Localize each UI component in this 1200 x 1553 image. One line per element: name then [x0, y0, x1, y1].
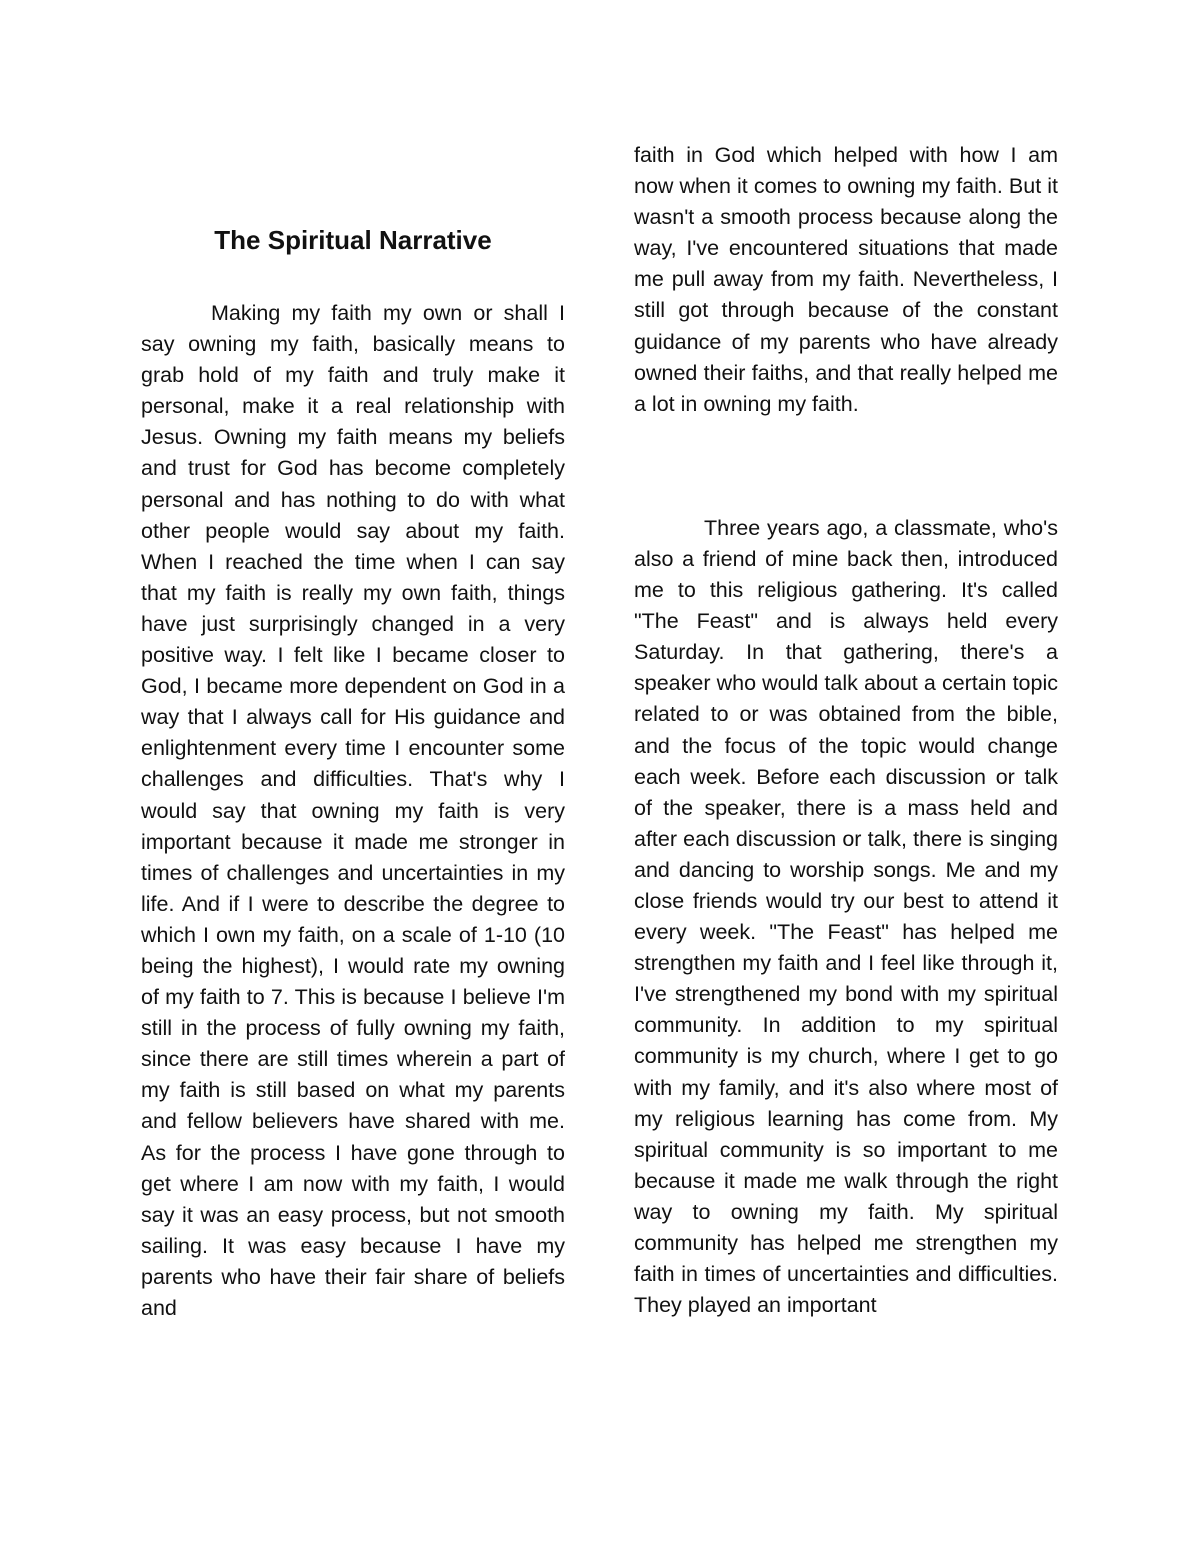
- paragraph-owning-faith: Making my faith my own or shall I say owning my faith, basically means to grab hold of my faith and truly make it personal, make it a real relationship with Jesus. Owning my faith means my beliefs and trust for God has become completely personal and has nothing to do with what other people would say about my faith. When I reached the time when I can say that my faith is really my own faith, things have just surprisingly changed in a very positive way. I felt like I became closer to God, I became more dependent on God in a way that I always call for His guidance and enlightenment every time I encounter some challenges and difficulties. That's why I would say that owning my faith is very important because it made me stronger in times of challenges and uncertainties in my life. And if I were to describe the degree to which I own my faith, on a scale of 1-10 (10 being the highest), I would rate my owning of my faith to 7. This is because I believe I'm still in the process of fully owning my faith, since there are still times wherein a part of my faith is still based on what my parents and fellow believers have shared with me. As for the process I have gone through to get where I am now with my faith, I would say it was an easy process, but not smooth sailing. It was easy because I have my parents who have their fair share of beliefs and: [141, 301, 565, 1320]
- paragraph-spiritual-community: Three years ago, a classmate, who's also a friend of mine back then, introduced me to this religious gathering. It's called "The Feast" and is always held every Saturday. In that gathering, there's a speaker who would talk about a certain topic related to or was obtained from the bible, and the focus of the topic would change each week. Before each discussion or talk of the speaker, there is a mass held and after each discussion or talk, there is singing and dancing to worship songs. Me and my close friends would try our best to attend it every week. "The Feast" has helped me strengthen my faith and I feel like through it, I've strengthened my bond with my spiritual community. In addition to my spiritual community is my church, where I get to go with my family, and it's also where most of my religious learning has come from. My spiritual community is so important to me because it made me walk through the right way to owning my faith. My spiritual community has helped me strengthen my faith in times of uncertainties and difficulties. They played an important: [634, 515, 1058, 1318]
- paragraph-owning-faith-continued: faith in God which helped with how I am now when it comes to owning my faith. But it wasn't a smooth process because along the way, I've encountered situations that made me pull away from my faith. Nevertheless, I still got through because of the constant guidance of my parents who have already owned their faiths, and that really helped me a lot in owning my faith.: [634, 143, 1058, 416]
- document-title: The Spiritual Narrative: [214, 225, 492, 255]
- right-column: [634, 140, 1058, 1321]
- left-column: [141, 220, 565, 1324]
